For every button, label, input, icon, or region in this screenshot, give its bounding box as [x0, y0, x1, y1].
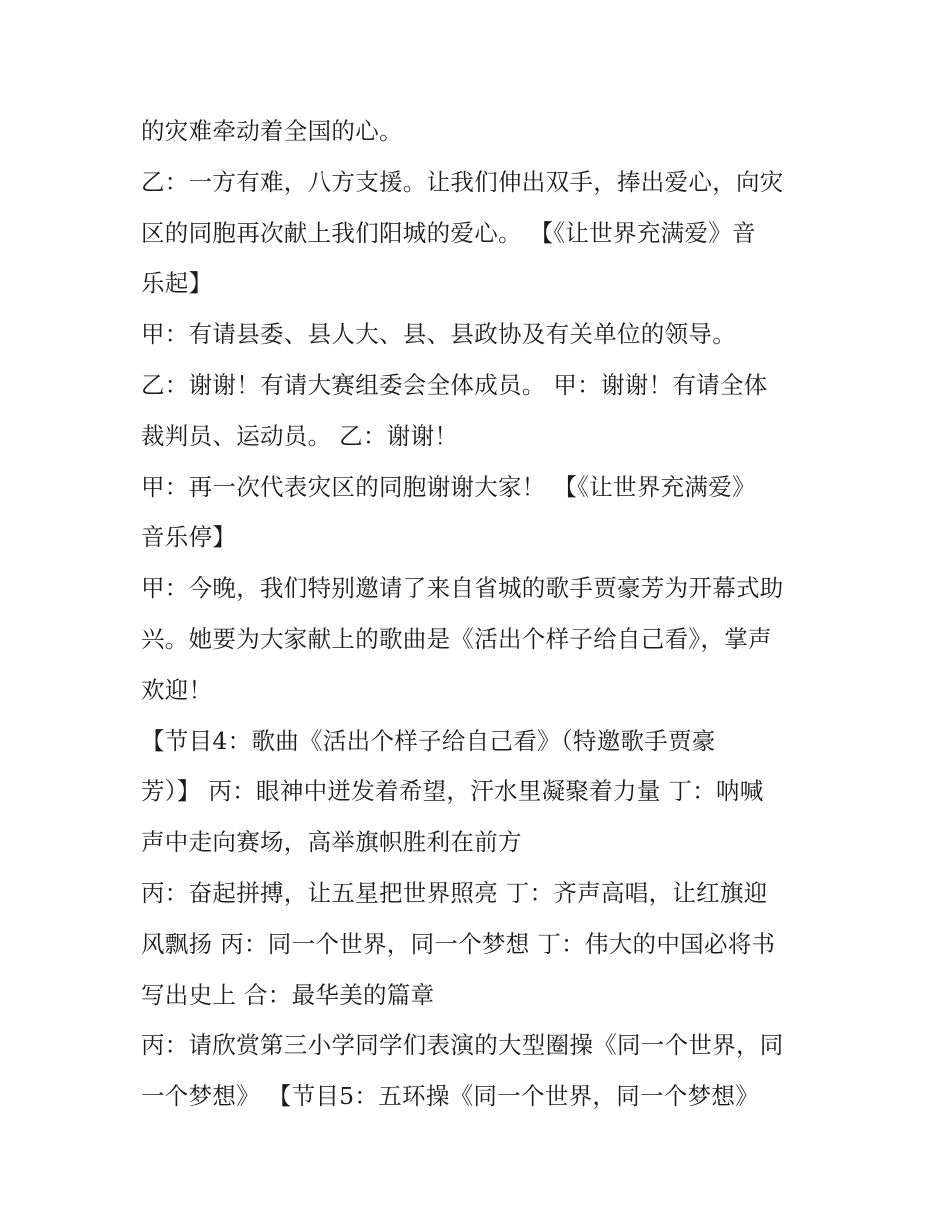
text-line: 甲：再一次代表灾区的同胞谢谢大家！ 【《让世界充满爱》 — [141, 472, 756, 501]
text-line: 裁判员、运动员。 乙：谢谢！ — [141, 421, 459, 450]
text-line: 乙：谢谢！有请大赛组委会全体成员。 甲：谢谢！有请全体 — [141, 370, 768, 399]
text-line: 风飘扬 丙：同一个世界，同一个梦想 丁：伟大的中国必将书 — [141, 929, 776, 958]
text-line: 丙：奋起拼搏，让五星把世界照亮 丁：齐声高唱，让红旗迎 — [141, 878, 768, 907]
text-line: 区的同胞再次献上我们阳城的爱心。 【《让世界充满爱》音 — [141, 218, 756, 247]
text-line: 一个梦想》 【节目5：五环操《同一个世界，同一个梦想》 — [141, 1082, 760, 1111]
text-line: 音乐停】 — [141, 523, 237, 552]
text-line: 兴。她要为大家献上的歌曲是《活出个样子给自己看》，掌声 — [141, 624, 772, 653]
text-line: 乐起】 — [141, 269, 213, 298]
text-line: 欢迎！ — [141, 675, 213, 704]
text-line: 丙：请欣赏第三小学同学们表演的大型圈操《同一个世界，同 — [141, 1031, 784, 1060]
text-line: 写出史上 合：最华美的篇章 — [141, 980, 435, 1009]
text-line: 的灾难牵动着全国的心。 — [141, 117, 403, 145]
text-line: 乙：一方有难，八方支援。让我们伸出双手，捧出爱心，向灾 — [141, 167, 784, 196]
text-line: 芳）】 丙：眼神中迸发着希望，汗水里凝聚着力量 丁：呐喊 — [141, 777, 764, 806]
text-line: 【节目4：歌曲《活出个样子给自己看》（特邀歌手贾豪 — [141, 726, 716, 755]
text-line: 甲：有请县委、县人大、县、县政协及有关单位的领导。 — [141, 320, 736, 349]
document-body — [141, 106, 821, 1122]
text-line: 声中走向赛场，高举旗帜胜利在前方 — [141, 828, 522, 857]
text-line: 甲：今晚，我们特别邀请了来自省城的歌手贾豪芳为开幕式助 — [141, 574, 784, 603]
